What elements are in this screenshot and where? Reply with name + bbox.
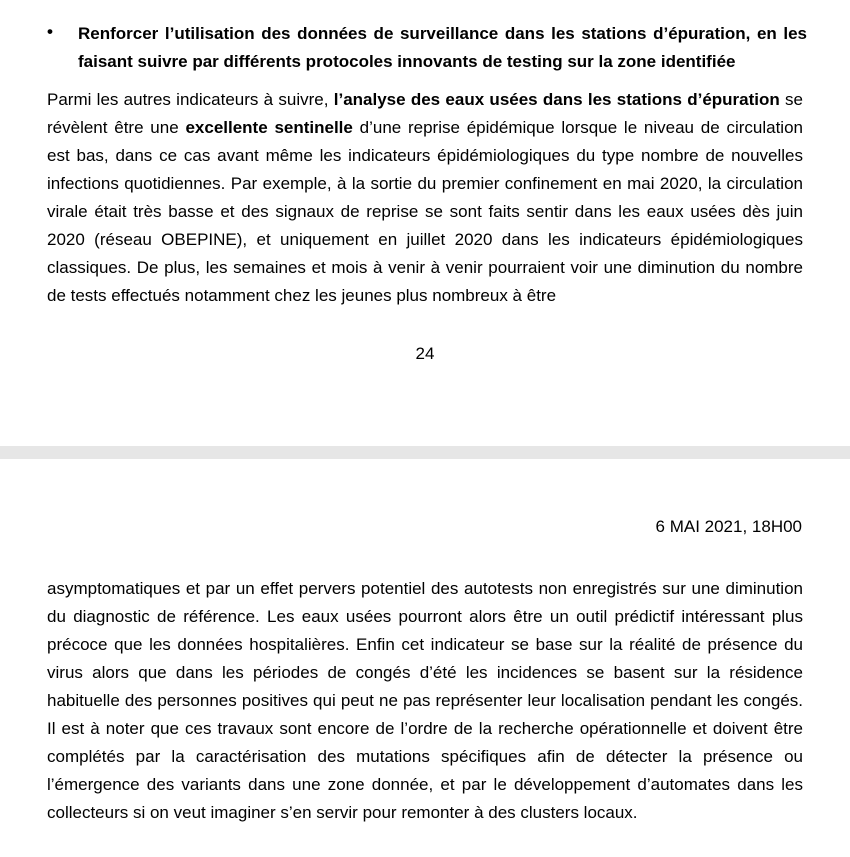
page-number: 24 — [415, 344, 435, 363]
header-date: 6 MAI 2021, 18H00 — [655, 517, 802, 536]
paragraph-bold-text: l’analyse des eaux usées dans les stations d’épuration — [333, 90, 780, 109]
page-separator — [0, 446, 850, 459]
bullet-icon: • — [47, 22, 53, 41]
paragraph-text: d’une reprise épidémique lorsque le niveau de circulation est bas, dans ce cas avant même les indicateurs épidémiologiques du type nombre de nouvelles infections quotidiennes. Par exemple, à la sortie du premier confinement en mai 2020, la circulation virale était très basse et des signaux de reprise se sont faits sentir dans les eaux usées dès juin 2020 (réseau OBEPINE), et uniquement en juillet 2020 dans les indicateurs épidémiologiques classiques. De plus, les semaines et mois à venir à venir pourraient voir une diminution du nombre de tests effectués notamment chez les jeunes plus nombreux à être — [47, 118, 803, 305]
body-paragraph — [47, 86, 803, 310]
paragraph-bold-text: excellente sentinelle — [185, 118, 353, 137]
paragraph-text: se révèlent être une — [47, 90, 803, 137]
body-paragraph — [47, 575, 803, 827]
paragraph-text: Parmi les autres indicateurs à suivre, — [47, 90, 334, 109]
paragraph-text: asymptomatiques et par un effet pervers potentiel des autotests non enregistrés sur une diminution du diagnostic de référence. Les eaux usées pourront alors être un outil prédictif intéressant plus précoce que les données hospitalières. Enfin cet indicateur se base sur la réalité de présence du virus alors que dans les périodes de congés d’été les incidences se basent sur la résidence habituelle des personnes positives qui peut ne pas représenter leur localisation pendant les congés. Il est à noter que ces travaux sont encore de l’ordre de la recherche opérationnelle et doivent être complétés par la caractérisation des mutations spécifiques afin de détecter la présence ou l’émergence des variants dans une zone donnée, et par le développement d’automates dans les collecteurs si on veut imaginer s’en servir pour remonter à des clusters locaux. — [47, 579, 803, 822]
bullet-text: Renforcer l’utilisation des données de surveillance dans les stations d’épuration, en les faisant suivre par différents protocoles innovants de testing sur la zone identifiée — [78, 24, 807, 71]
bullet-item — [47, 20, 807, 76]
